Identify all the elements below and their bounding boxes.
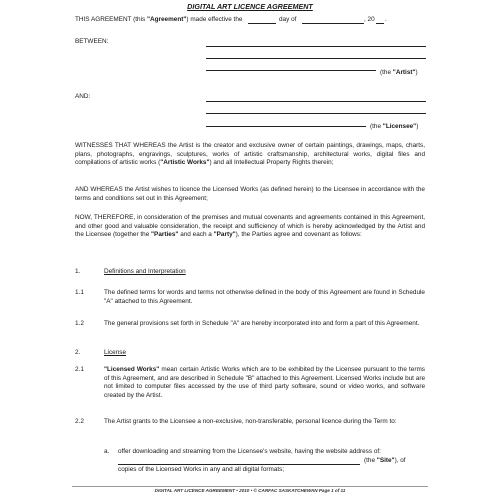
intro-year-label: , 20 xyxy=(364,16,375,23)
site-tag xyxy=(364,457,406,466)
now-text-e: ), the Parties agree and covenant as follows: xyxy=(235,231,362,239)
day-blank[interactable] xyxy=(248,23,276,24)
page-footer: DIGITAL ART LICENCE AGREEMENT • 2010 • © CARFAC SASKATCHEWAN Page 1 of 11 xyxy=(154,488,346,493)
document-title: DIGITAL ART LICENCE AGREEMENT xyxy=(187,2,313,11)
licensee-tag xyxy=(370,123,418,132)
licensee-name-line-2[interactable] xyxy=(206,113,426,114)
parties-term: "Parties" xyxy=(151,231,179,239)
between-label: BETWEEN: xyxy=(75,38,109,45)
now-text-c: and each a xyxy=(178,231,214,239)
section-2-1-body: mean certain Artistic Works which are to be exhibited by the Licensee pursuant to the terms of this Agreement, and are described in Schedule "B" attached to this Agreement. Licensed Works include but are not limited to computer files accessed by the use of third party software, sound or video works, and software created by the Artist. xyxy=(104,366,425,399)
intro-period: . xyxy=(385,16,387,23)
intro-agreement-term: "Agreement" xyxy=(146,16,187,23)
licensee-name-line-3[interactable] xyxy=(206,126,366,127)
artist-name-line-2[interactable] xyxy=(206,58,426,59)
intro-line xyxy=(75,16,242,25)
section-2-number: 2. xyxy=(75,349,81,356)
intro-day-label: day of xyxy=(279,16,297,23)
witnesses-text-c: ) and all Intellectual Property Rights therein; xyxy=(209,159,334,167)
artist-tag-term: "Artist" xyxy=(392,69,416,76)
section-2-1-number: 2.1 xyxy=(75,366,84,373)
licensee-tag-open: (the xyxy=(370,123,383,130)
section-1-number: 1. xyxy=(75,268,81,275)
licensed-works-term: "Licensed Works" xyxy=(104,366,160,373)
section-2-1-text xyxy=(104,366,425,400)
artist-tag-open: (the xyxy=(380,69,393,76)
intro-text-c: ) made effective the xyxy=(186,16,243,23)
section-1-2-text: The general provisions set forth in Schedule "A" are hereby incorporated into and form a part of this Agreement. xyxy=(104,320,420,327)
artistic-works-term: "Artistic Works" xyxy=(160,159,210,167)
item-a-number: a. xyxy=(104,448,110,455)
section-1-1-number: 1.1 xyxy=(75,289,84,296)
now-text-a: NOW, THEREFORE, in consideration of the premises and mutual covenants and agreements contained in this Agreement, and other good and valuable consideration, the receipt and sufficiency of which is hereby acknowledged by the Artist and the Licensee (together the xyxy=(75,214,425,239)
year-blank[interactable] xyxy=(376,23,384,24)
artist-tag xyxy=(380,69,418,78)
and-label: AND: xyxy=(75,93,91,100)
section-2-heading: License xyxy=(104,349,127,356)
section-1-1-text: The defined terms for words and terms not otherwise defined in the body of this Agreement are found in Schedule "A" attached to this Agreement. xyxy=(104,289,425,305)
section-2-2-text: The Artist grants to the Licensee a non-exclusive, non-transferable, personal licence during the Term to: xyxy=(104,418,397,425)
licensee-tag-close: ) xyxy=(416,123,419,130)
now-therefore-paragraph xyxy=(75,214,425,240)
whereas-paragraph: AND WHEREAS the Artist wishes to licence the Licensed Works (as defined herein) to the Licensee in accordance with the terms and conditions set out in this Agreement; xyxy=(75,186,425,202)
licensee-tag-term: "Licensee" xyxy=(382,123,417,130)
section-1-heading: Definitions and Interpretation xyxy=(104,268,186,275)
party-term: "Party" xyxy=(213,231,236,239)
artist-name-line-3[interactable] xyxy=(206,70,376,71)
site-term: "Site" xyxy=(376,457,395,464)
website-address-blank[interactable] xyxy=(118,464,360,465)
month-blank[interactable] xyxy=(302,23,364,24)
site-tag-open: (the xyxy=(364,457,377,464)
site-tag-close: ), of xyxy=(394,457,406,464)
item-a-line-1: offer downloading and streaming from the Licensee's website, having the website address of: xyxy=(118,448,381,455)
footer-rule xyxy=(72,486,428,487)
witnesses-paragraph xyxy=(75,142,425,168)
witnesses-text-a: WITNESSES THAT WHEREAS the Artist is the creator and exclusive owner of certain paintings, drawings, maps, charts, plans, photographs, engravings, sculptures, works of artistic craftsmanship, architectural works, digital files and compilations of artistic works ( xyxy=(75,142,425,167)
intro-text-a: THIS AGREEMENT (this xyxy=(75,16,147,23)
section-2-2-number: 2.2 xyxy=(75,418,84,425)
item-a-line-3: copies of the Licensed Works in any and all digital formats; xyxy=(118,466,285,473)
licensee-name-line-1[interactable] xyxy=(206,101,426,102)
section-1-2-number: 1.2 xyxy=(75,320,84,327)
artist-tag-close: ) xyxy=(415,69,418,76)
artist-name-line-1[interactable] xyxy=(206,46,426,47)
